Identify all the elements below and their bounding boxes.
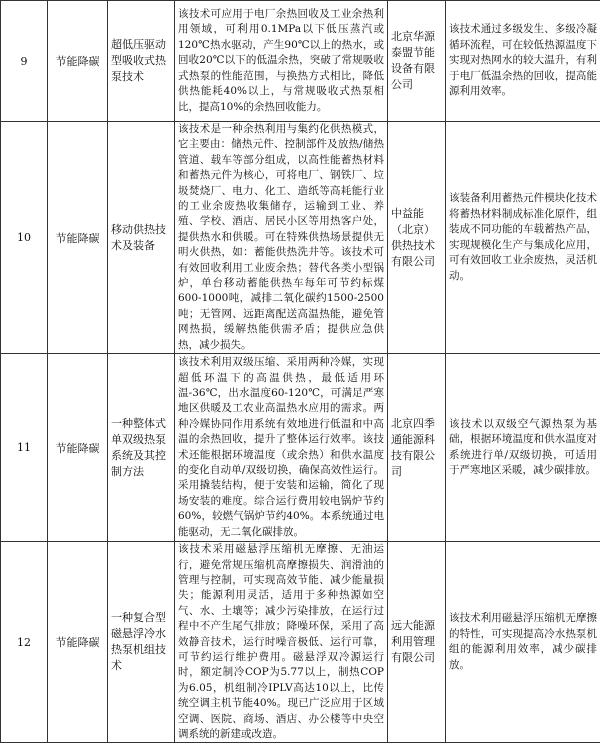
tech-field: 节能降碳 [48, 354, 108, 542]
tech-feature: 该技术通过多级发生、多级冷凝循环流程，可在较低热源温度下实现对热网水的较大温升，有利于电厂低温余热的回收，提高能源利用效率。 [446, 1, 600, 122]
applicant-unit: 北京华源泰盟节能设备有限公司 [388, 1, 446, 122]
applicant-unit: 北京四季通能源科技有限公司 [388, 354, 446, 542]
tech-name: 移动供热技术及装备 [108, 122, 175, 354]
row-number: 9 [1, 1, 48, 122]
tech-description [175, 122, 388, 354]
tech-feature: 该技术利用磁悬浮压缩机无摩擦的特性，可实现提高冷水热泵机组的能源利用效率，减少碳排放。 [446, 542, 600, 743]
tech-description-text: 该技术采用磁悬浮压缩机无摩擦、无油运行，避免常规压缩机高摩擦损失、润滑油的管理与控制，可实现高效节能、减少能量损失；能源利用灵活，适用于多种热源如空气、水、土壤等；减少污染排放，在运行过程中不产生尾气排放；降噪环保，采用了高效静音技术，运行时噪音极低、运行可靠，可节约运行维护费用。磁悬浮双冷源运行时，额定制冷COP为5.77以上，制热COP为6.05，机组制冷IPLV高达10以上，比传统空调主机节能40%。现已广泛应用于区域空调、医院、商场、酒店、办公楼等中央空调系统的新建或改造。 [178, 542, 384, 742]
tech-field: 节能降碳 [48, 122, 108, 354]
applicant-unit: 远大能源利用管理有限公司 [388, 542, 446, 743]
tech-description-text: 该技术利用双级压缩、采用两种冷媒，实现超低环温下的高温供热，最低适用环温-36℃，出水温度60-120℃，可满足严寒地区供暖及工农业高温热水应用的需求。两种冷媒协同作用系统有效地进行低温和中高温的余热回收，提升了整体运行效率。该技术还能根据环境温度（或余热）和供水温度的变化自动单/双级切换，确保高效性运行。采用撬装结构，便于安装和运输，简化了现场安装的难度。综合运行费用较电锅炉节约60%，较燃气锅炉节约40%。本系统通过电能驱动，无二氧化碳排放。 [178, 355, 384, 540]
tech-name: 一种复合型磁悬浮冷水热泵机组技术 [108, 542, 175, 743]
table-row [1, 122, 600, 354]
row-number: 12 [1, 542, 48, 743]
applicant-unit: 中益能（北京）供热技术有限公司 [388, 122, 446, 354]
tech-feature: 该装备利用蓄热元件模块化技术将蓄热材料制成标准化原件，组装成不同功能的车载蓄热产品，实现规模化生产与集成化应用，可有效回收工业余废热，灵活机动。 [446, 122, 600, 354]
tech-field: 节能降碳 [48, 542, 108, 743]
table-row [1, 1, 600, 122]
tech-description-text: 该技术可应用于电厂余热回收及工业余热利用领域，可利用0.1MPa以下低压蒸汽或120℃热水驱动，产生90℃以上的热水，或回收20℃以下的低温余热，突破了常规吸收式热泵的性能范围，与换热方式相比，降低供热能耗40%以上，与常规吸收式热泵相比，提高10%的余热回收能力。 [178, 7, 384, 115]
row-number: 10 [1, 122, 48, 354]
tech-description-text: 该技术是一种余热利用与集约化供热模式，它主要由：储热元件、控制部件及放热/储热管道、载车等部分组成，以高性能蓄热材料和蓄热元件为核心，可将电厂、钢铁厂、垃圾焚烧厂、电力、化工、造纸等高耗能行业的工业余废热收集储存，运输到工业、养殖、学校、酒店、居民小区等用热客户处，提供热水和供暖。可在特殊供热场景提供无明火供热，如：蓄能供热洗井等。该技术可有效回收利用工业废余热；替代各类小型锅炉，单台移动蓄能供热车每年可节约标煤600-1000吨，减排二氧化碳约1500-2500吨；无管网、远距离配送高温热能，避免管网热损，缓解热能供需矛盾；提供应急供热，减少损失。 [178, 122, 384, 353]
tech-field: 节能降碳 [48, 1, 108, 122]
table-row [1, 542, 600, 743]
tech-description [175, 542, 388, 743]
tech-description [175, 1, 388, 122]
tech-name: 超低压驱动型吸收式热泵技术 [108, 1, 175, 122]
tech-name: 一种整体式单双级热泵系统及其控制方法 [108, 354, 175, 542]
row-number: 11 [1, 354, 48, 542]
tech-feature: 该技术以双级空气源热泵为基础，根据环境温度和供水温度对系统进行单/双级切换，可适用于严寒地区采暖，减少碳排放。 [446, 354, 600, 542]
tech-description [175, 354, 388, 542]
table-row [1, 354, 600, 542]
